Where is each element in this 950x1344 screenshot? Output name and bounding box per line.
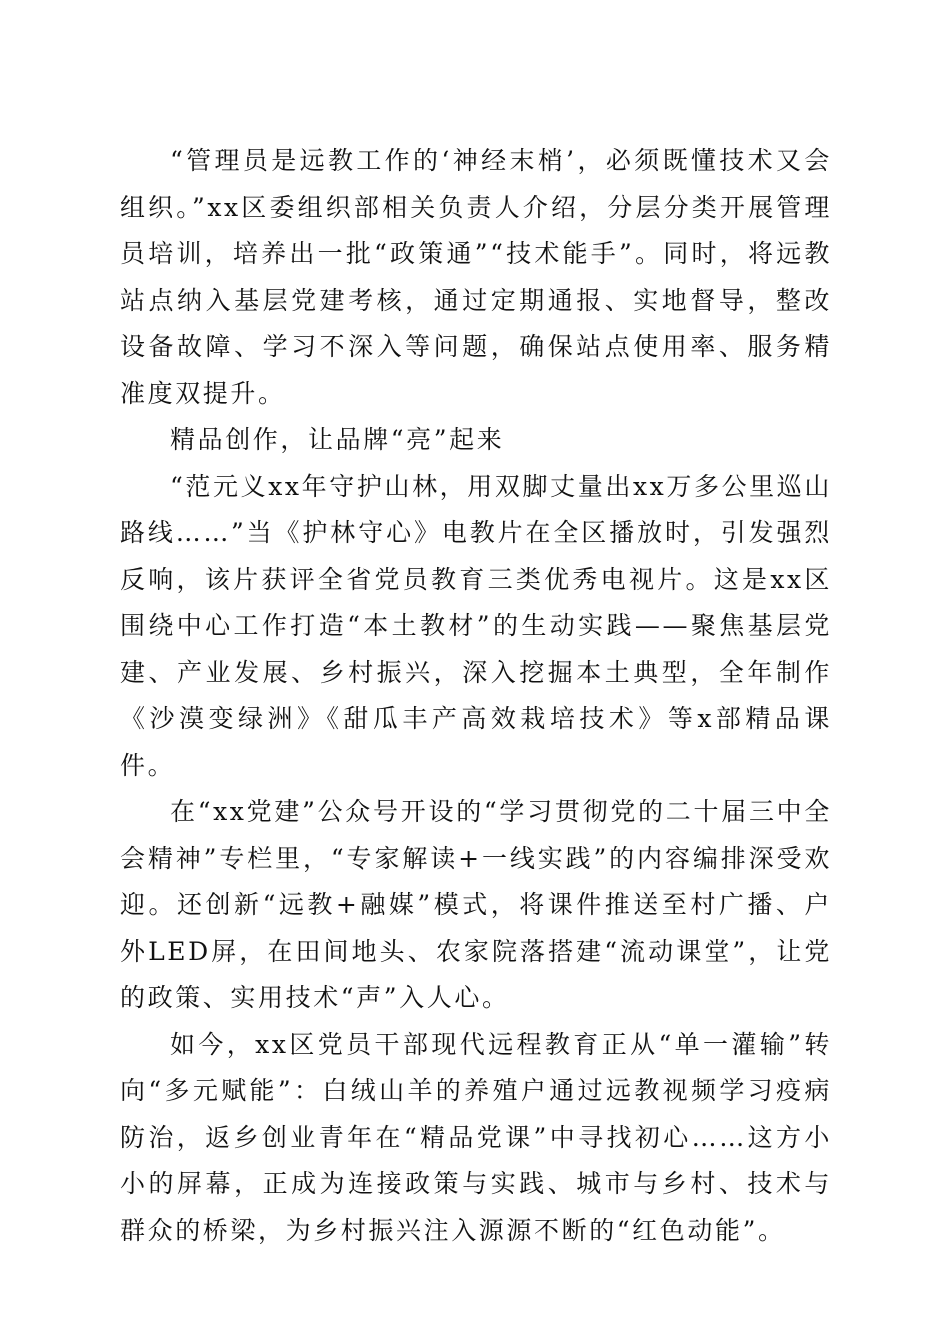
paragraph-conclusion: 如今，xx区党员干部现代远程教育正从“单一灌输”转向“多元赋能”：白绒山羊的养殖户通过远教视频学习疫病防治，返乡创业青年在“精品党课”中寻找初心……这方小小的屏幕，正成为连接政策与实践、城市与乡村、技术与群众的桥梁，为乡村振兴注入源源不断的“红色动能”。 xyxy=(120,1029,832,1245)
paragraph-administrator-training: “管理员是远教工作的‘神经末梢’，必须既懂技术又会组织。”xx区委组织部相关负责人介绍，分层分类开展管理员培训，培养出一批“政策通”“技术能手”。同时，将远教站点纳入基层党建考核，通过定期通报、实地督导，整改设备故障、学习不深入等问题，确保站点使用率、服务精准度双提升。 xyxy=(120,146,832,408)
paragraph-forest-guardian-film: “范元义xx年守护山林，用双脚丈量出xx万多公里巡山路线……”当《护林守心》电教片在全区播放时，引发强烈反响，该片获评全省党员教育三类优秀电视片。这是xx区围绕中心工作打造“本土教材”的生动实践——聚焦基层党建、产业发展、乡村振兴，深入挖掘本土典型，全年制作《沙漠变绿洲》《甜瓜丰产高效栽培技术》等x部精品课件。 xyxy=(120,471,832,780)
paragraph-media-column: 在“xx党建”公众号开设的“学习贯彻党的二十届三中全会精神”专栏里，“专家解读+一线实践”的内容编排深受欢迎。还创新“远教+融媒”模式，将课件推送至村广播、户外LED屏，在田间地头、农家院落搭建“流动课堂”，让党的政策、实用技术“声”入人心。 xyxy=(120,797,832,1012)
section-heading-boutique-creation: 精品创作，让品牌“亮”起来 xyxy=(170,425,505,454)
article-body xyxy=(120,138,832,1254)
